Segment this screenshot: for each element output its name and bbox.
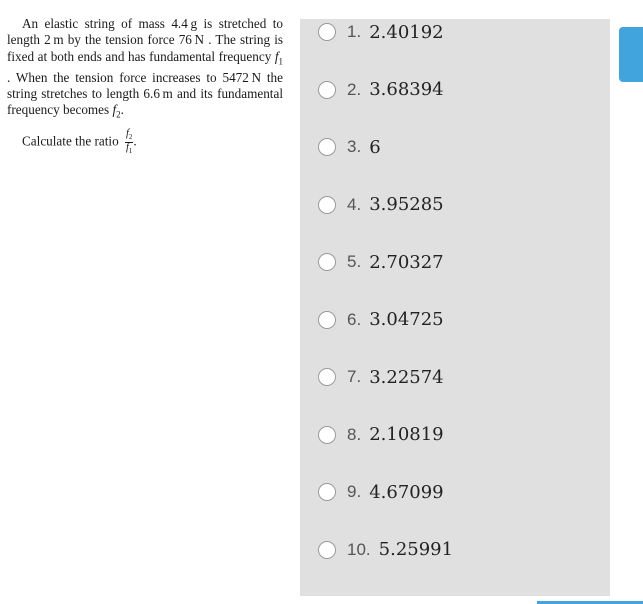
answer-option-5[interactable] — [318, 249, 444, 275]
radio-circle-icon[interactable] — [318, 81, 336, 99]
radio-circle-icon[interactable] — [318, 253, 336, 271]
option-number: 6. — [347, 309, 362, 329]
radio-circle-icon[interactable] — [318, 483, 336, 501]
option-number: 9. — [347, 482, 362, 501]
option-number: 4. — [347, 194, 362, 214]
answer-option-8[interactable] — [318, 422, 444, 448]
answer-option-3[interactable] — [318, 134, 381, 160]
radio-circle-icon[interactable] — [318, 541, 336, 559]
option-number: 7. — [347, 367, 362, 386]
option-value: 2.40192 — [369, 21, 444, 43]
option-value: 3.68394 — [369, 79, 444, 100]
question-body: An elastic string of mass 4.4 g is stretched to length 2 m by the tension force 76 N . The string is fixed at both ends and has fundamental frequency $f_1$ . When the tension force increases to 5472 N the string stretches to length 6.6 m and its fundamental frequency becomes $f_2$. — [7, 16, 283, 120]
option-value: 2.10819 — [369, 424, 444, 445]
answer-option-9[interactable] — [318, 479, 444, 505]
option-value: 2.70327 — [369, 251, 444, 273]
radio-circle-icon[interactable] — [318, 138, 336, 156]
option-value: 6 — [369, 136, 381, 158]
question-text — [7, 16, 283, 156]
option-value: 3.95285 — [369, 194, 444, 215]
answer-option-7[interactable] — [318, 364, 444, 390]
option-number: 5. — [347, 252, 362, 271]
option-value: 3.22574 — [369, 366, 444, 388]
option-number: 3. — [347, 137, 362, 156]
option-value: 3.04725 — [369, 309, 444, 330]
answer-option-4[interactable] — [318, 192, 444, 218]
option-value: 5.25991 — [378, 539, 454, 560]
radio-circle-icon[interactable] — [318, 196, 336, 214]
side-panel-tab[interactable] — [619, 27, 643, 82]
answer-options-panel — [300, 19, 610, 596]
option-number: 1. — [347, 22, 362, 41]
radio-circle-icon[interactable] — [318, 23, 336, 41]
radio-circle-icon[interactable] — [318, 311, 336, 329]
option-number: 10. — [347, 539, 371, 559]
option-number: 8. — [347, 424, 362, 444]
option-number: 2. — [347, 79, 362, 99]
ratio-fraction: $\frac{f_2}{f_1}$ — [125, 128, 133, 156]
radio-circle-icon[interactable] — [318, 426, 336, 444]
answer-option-2[interactable] — [318, 77, 444, 103]
answer-option-10[interactable] — [318, 537, 453, 563]
question-prompt: Calculate the ratio $\frac{f_2}{f_1}$ . — [22, 128, 137, 156]
answer-option-6[interactable] — [318, 307, 444, 333]
option-value: 4.67099 — [369, 481, 444, 503]
answer-option-1[interactable] — [318, 19, 444, 45]
radio-circle-icon[interactable] — [318, 368, 336, 386]
